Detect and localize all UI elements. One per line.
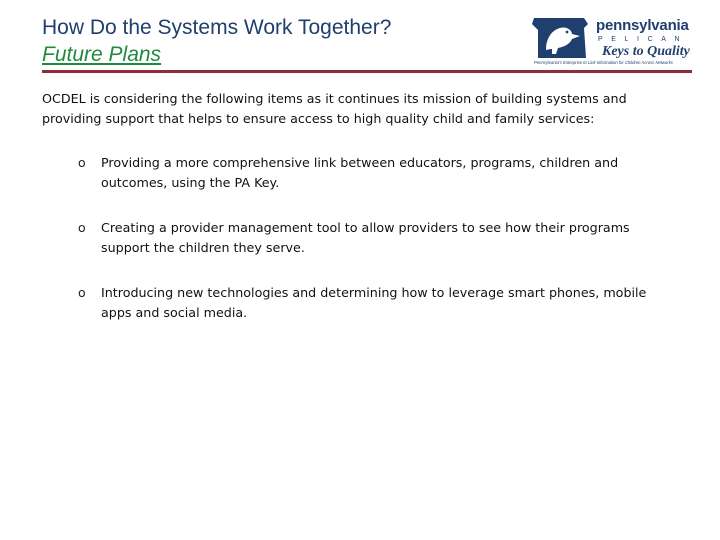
list-item-text: Providing a more comprehensive link between educators, programs, children and outcomes, using the PA Key. xyxy=(101,155,619,190)
list-item xyxy=(78,218,678,258)
bullet-marker: o xyxy=(78,155,86,170)
list-item xyxy=(78,153,678,193)
logo-tagline: Pennsylvania's Enterprise to Link Information for Children Across Networks xyxy=(534,60,673,65)
bullet-marker: o xyxy=(78,285,86,300)
logo-keys-text: Keys to Quality xyxy=(602,44,690,59)
intro-paragraph: OCDEL is considering the following items as it continues its mission of building systems and providing support that helps to ensure access to high quality child and family services: xyxy=(42,91,627,126)
list-item-text: Creating a provider management tool to allow providers to see how their programs support the children they serve. xyxy=(101,220,630,255)
page-title: How Do the Systems Work Together? xyxy=(42,16,392,39)
title-divider xyxy=(42,70,692,73)
bullet-marker: o xyxy=(78,220,86,235)
page-subtitle: Future Plans xyxy=(42,43,162,66)
logo-pelican-text: PELICAN xyxy=(598,36,689,43)
list-item xyxy=(78,283,678,323)
pelican-logo xyxy=(530,14,696,68)
pennsylvania-keystone-icon xyxy=(530,14,594,60)
plans-list xyxy=(78,153,678,348)
list-item-text: Introducing new technologies and determining how to leverage smart phones, mobile apps and social media. xyxy=(101,285,647,320)
logo-wordmark: pennsylvania xyxy=(596,17,689,34)
title-block xyxy=(42,14,391,68)
